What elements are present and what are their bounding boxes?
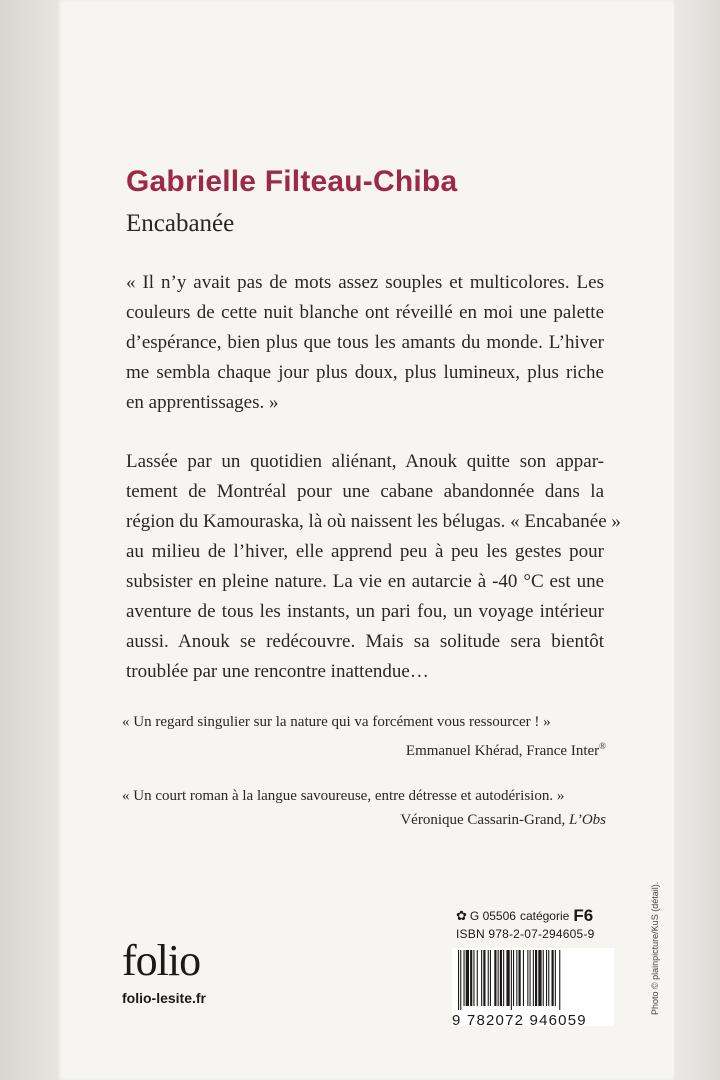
barcode-bar — [523, 950, 524, 1006]
author-name: Gabrielle Filteau-Chiba — [126, 165, 458, 198]
barcode-bar — [552, 950, 554, 1006]
summary-line: subsister en pleine nature. La vie en autarcie à -40 °C est une — [126, 571, 604, 592]
barcode-bar — [460, 950, 461, 1010]
barcode-bar — [470, 950, 472, 1006]
barcode-bar — [458, 950, 459, 1010]
barcode-bar — [488, 950, 489, 1006]
press-review — [122, 784, 606, 832]
review-source-name: Emmanuel Khérad, France Inter — [405, 743, 600, 759]
barcode-bar — [483, 950, 485, 1006]
summary-line: aussi. Anouk se redécouvre. Mais sa solitude sera bientôt — [126, 631, 604, 652]
barcode-bar — [548, 950, 549, 1006]
review-quote: « Un court roman à la langue savoureuse, entre détresse et autodérision. » — [122, 788, 565, 804]
registered-mark: ® — [599, 741, 606, 751]
review-source-name: Véronique Cassarin-Grand, — [400, 812, 570, 828]
barcode — [456, 950, 610, 1010]
quote-line: couleurs de cette nuit blanche ont réveillé en moi une palette — [126, 302, 604, 323]
barcode-bar — [516, 950, 517, 1006]
quote-line: me sembla chaque jour plus doux, plus lumineux, plus riche — [126, 362, 604, 383]
barcode-bar — [464, 950, 465, 1006]
barcode-bar — [555, 950, 556, 1006]
barcode-bar — [506, 950, 509, 1006]
publisher-logo: folio — [122, 936, 201, 985]
background-right — [674, 0, 720, 1080]
barcode-bar — [511, 950, 512, 1010]
summary-line: au milieu de l’hiver, elle apprend peu à peu les gestes pour — [126, 541, 604, 562]
press-review — [122, 710, 606, 763]
barcode-bar — [535, 950, 537, 1006]
barcode-bar — [530, 950, 531, 1006]
barcode-bar — [500, 950, 502, 1006]
barcode-bar — [559, 950, 560, 1010]
barcode-bar — [519, 950, 521, 1006]
barcode-bar — [481, 950, 482, 1006]
barcode-bar — [477, 950, 478, 1006]
barcode-bar — [494, 950, 496, 1006]
barcode-bar — [473, 950, 474, 1006]
background-left — [0, 0, 58, 1080]
barcode-bar — [513, 950, 514, 1006]
review-quote: « Un regard singulier sur la nature qui va forcément vous ressourcer ! » — [122, 714, 551, 730]
quote-line: en apprentissages. » — [126, 392, 279, 413]
photo-credit: Photo © plainpicture/KuS (détail). — [650, 881, 660, 1015]
review-source — [122, 808, 606, 832]
catalog-code: G 05506 — [469, 909, 516, 923]
barcode-bar — [498, 950, 499, 1006]
barcode-bar — [546, 950, 547, 1006]
book-summary — [126, 447, 621, 687]
barcode-digits: 9 782072 946059 — [452, 1012, 587, 1029]
quote-line: d’espérance, bien plus que tous les amants du monde. L’hiver — [126, 332, 604, 353]
summary-line: troublée par une rencontre inattendue… — [126, 661, 429, 682]
excerpt-quote — [126, 268, 604, 418]
catalog-info — [456, 906, 593, 926]
summary-line: tement de Montréal pour une cabane abandonnée dans la — [126, 481, 604, 502]
summary-line: Lassée par un quotidien aliénant, Anouk quitte son appar- — [126, 451, 604, 472]
review-source-publication: L’Obs — [569, 812, 606, 828]
barcode-bar — [490, 950, 491, 1006]
category-code: F6 — [573, 906, 594, 925]
book-title: Encabanée — [126, 210, 235, 237]
barcode-bar — [466, 950, 469, 1006]
barcode-bar — [538, 950, 541, 1006]
barcode-bar — [527, 950, 528, 1006]
barcode-bar — [503, 950, 504, 1006]
publisher-website: folio-lesite.fr — [122, 990, 207, 1006]
quote-line: « Il n’y avait pas de mots assez souples et multicolores. Les — [126, 272, 604, 293]
isbn: ISBN 978-2-07-294605-9 — [456, 927, 595, 941]
barcode-bar — [543, 950, 544, 1006]
review-source — [122, 734, 606, 763]
category-label: catégorie — [519, 909, 570, 923]
summary-line: aventure de tous les instants, un pari fou, un voyage intérieur — [126, 601, 604, 622]
summary-line: région du Kamouraska, là où naissent les bélugas. « Encabanée » — [126, 511, 621, 532]
barcode-bar — [533, 950, 534, 1006]
flower-icon: ✿ — [456, 908, 467, 923]
